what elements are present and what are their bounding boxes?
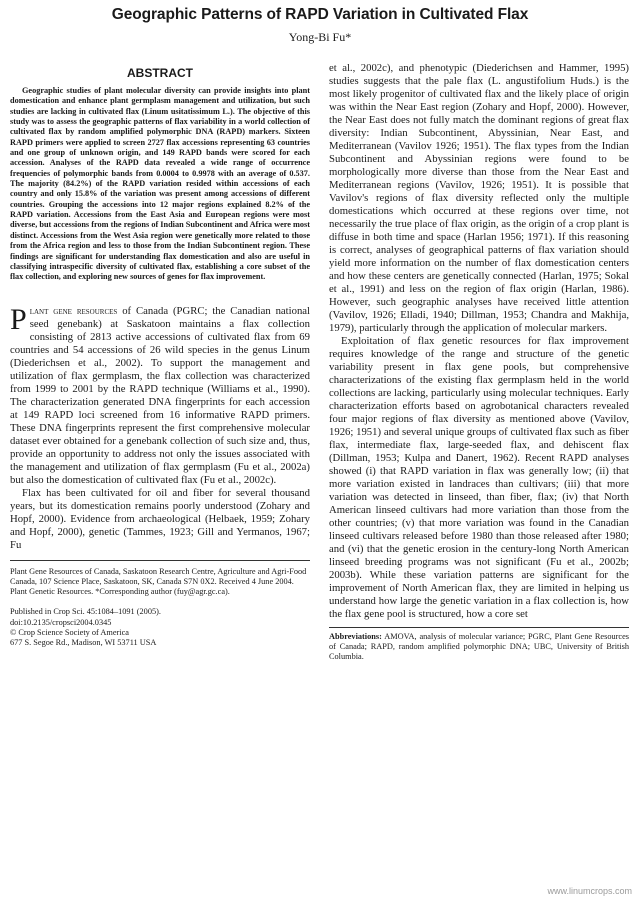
- right-paragraph-1: et al., 2002c), and phenotypic (Diederichsen and Hammer, 1995) studies suggests that the pale flax (L. angustifolium Huds.) is the most likely progenitor of cultivated flax and the likely place of origin was within the Near East region (Zohary and Hopf, 2000). However, the Near East does not fully match the dominant regions of great flax diversity: Indian Subcontinent, Abyssinian, Near East, and Mediterranean (Vavilov 1926; 1951). The flax types from the Indian Subcontinent and Abyssinian regions were found to be morphologically more diverse than those from the Near East and Mediterranean regions (Vavilov, 1926; 1951). It is possible that Vavilov's regions of flax diversity reflected only the multiple domestications which occurred at these regions over time, not necessarily the true place of flax origin, as the origin of a crop plant is diffuse in both time and space (Harlan 1956; 1971). If this reasoning is correct, analyses of geographical patterns of flax variation should yield more information on the number of flax domestication centers and how these centers are genetically connected (Harlan, 1975; Sokal et al., 1991) and less on the region of flax origin (Harlan, 1986). However, such geographic analyses have received little attention (Vavilov, 1926; Elladi, 1940; Dillman, 1953; Chandra and Makhija, 1979), particularly through the application of molecular markers.: [329, 62, 629, 334]
- paper-title: Geographic Patterns of RAPD Variation in Cultivated Flax: [111, 6, 529, 23]
- doi-line: doi:10.2135/cropsci2004.0345: [10, 617, 112, 627]
- intro-smallcaps-lead: lant gene resources: [29, 304, 118, 317]
- published-line: Published in Crop Sci. 45:1084–1091 (2005).: [10, 607, 161, 617]
- abbreviations-text: AMOVA, analysis of molecular variance; PGRC, Plant Gene Resources of Canada; RAPD, random amplified polymorphic DNA; UBC, University of British Columbia.: [329, 632, 629, 662]
- abbreviations: [329, 632, 629, 663]
- drop-cap: P: [10, 302, 27, 336]
- copyright-line: © Crop Science Society of America: [10, 627, 129, 637]
- right-column: [329, 62, 629, 663]
- footnote-divider: [10, 560, 310, 561]
- abstract-text: Geographic studies of plant molecular diversity can provide insights into plant domestication and enhance plant germplasm management and utilization, but such studies are lacking in cultivated flax (Linum usitatissimum L.). The objective of this study was to assess the geographic patterns of flax variability in a world collection of cultivated flax by random amplified polymorphic DNA (RAPD) markers. Sixteen RAPD primers were applied to screen 2727 flax accessions representing 63 countries and one group of unknown origin, and 149 RAPD bands were scored for each accession. Analyses of the RAPD data revealed a wide range of occurrence frequencies of polymorphic bands from 0.0004 to 0.9978 with an average of 0.537. The majority (84.2%) of the RAPD variation resided within accessions of each country and only 15.8% of the variation was present among accessions of different countries. Grouping the accessions into 12 major regions explained 8.2% of the RAPD variation. Accessions from the East Asia and European regions were most diverse, but accessions from the regions of Indian Subcontinent and Africa were most distinct. Accessions from the West Asia region were genetically more related to those from the Africa region and less to those from the Indian Subcontinent region. These findings are significant for understanding flax domestication and also are useful in classifying intraspecific diversity of cultivated flax, establishing a core subset of the flax collection, and exploring new sources of genes for flax improvement.: [10, 86, 310, 282]
- abstract-heading: ABSTRACT: [127, 66, 193, 80]
- affiliation-footnote: Plant Gene Resources of Canada, Saskatoon Research Centre, Agriculture and Agri-Food Canada, 107 Science Place, Saskatoon, SK, Canada S7N 0X2. Received 4 June 2004. Plant Genetic Resources. *Corresponding author (fuy@agr.gc.ca).: [10, 566, 307, 596]
- abbreviations-label: Abbreviations:: [329, 632, 382, 641]
- author-name: Yong-Bi Fu*: [288, 30, 352, 44]
- right-body: [329, 62, 629, 621]
- right-paragraph-2: Exploitation of flax genetic resources for flax improvement requires knowledge of the range and structure of the genetic variability present in flax gene pools, but comprehensive characterizations of the existing flax germplasm held in the world collections are lacking, particularly using molecular techniques. Early characterization efforts based on agrobotanical characters revealed four major regions of flax diversity as mentioned above (Vavilov, 1926; 1951) and several unique groups of cultivated flax such as fiber flax, intermediate flax, large-seeded flax, and dehiscent flax (Dillman, 1953; Kulpa and Danert, 1962). Recent RAPD analyses showed (i) that RAPD variation in flax was generally low; (ii) that more variation existed in landraces than cultivars; (iii) that more variation was detected in linseed, than fiber, flax; (iv) that North American linseed cultivars had more variation than those from the other countries; (v) that more variation was found in the Canadian linseed cultivars released before 1980 than those released after 1980; and (vi) that the genetic erosion in the century-long North American linseed breeding programs was not significant (Fu et al., 2002b; 2003b). While these variation patterns are significant for the improvement of North American flax, they are limited in helping us understand how large the genetic variation in a flax collection is, how the flax gene pool is structured, how a core set: [329, 335, 629, 620]
- intro-paragraph-1: [10, 302, 310, 487]
- introduction: [10, 302, 310, 552]
- intro-paragraph-1-text: of Canada (PGRC; the Canadian national seed genebank) at Saskatoon maintains a flax collection consisting of 2813 active accessions of cultivated flax from 69 countries and 54 accessions of 26 wild species in the genus Linum (Diederichsen et al., 2002). To support the management and utilization of flax germplasm, the flax collection was characterized from 1999 to 2001 by the RAPD technique (Williams et al., 1990). The characterization generated DNA fingerprints for each accession at 149 RAPD loci screened from 16 informative RAPD primers. These DNA fingerprints represent the first comprehensive molecular dataset ever obtained for a genebank collection of such size and, thus, provide an opportunity to address not only the issues associated with the management and utilization of flax germplasm (Fu et al., 2002a) but also the domestication of cultivated flax (Fu et al., 2002c).: [10, 304, 310, 486]
- abbreviations-divider: [329, 627, 629, 628]
- left-column: [10, 60, 310, 649]
- address-line: 677 S. Segoe Rd., Madison, WI 53711 USA: [10, 638, 157, 648]
- publication-info: [10, 607, 310, 649]
- intro-paragraph-2: Flax has been cultivated for oil and fiber for several thousand years, but its domestication remains poorly understood (Zohary and Hopf, 2000). Evidence from archaeological (Helbaek, 1959; Zohary and Hopf, 2000), genetic (Tammes, 1923; Gill and Yermanos, 1967; Fu: [10, 486, 310, 551]
- watermark: www.linumcrops.com: [547, 886, 632, 896]
